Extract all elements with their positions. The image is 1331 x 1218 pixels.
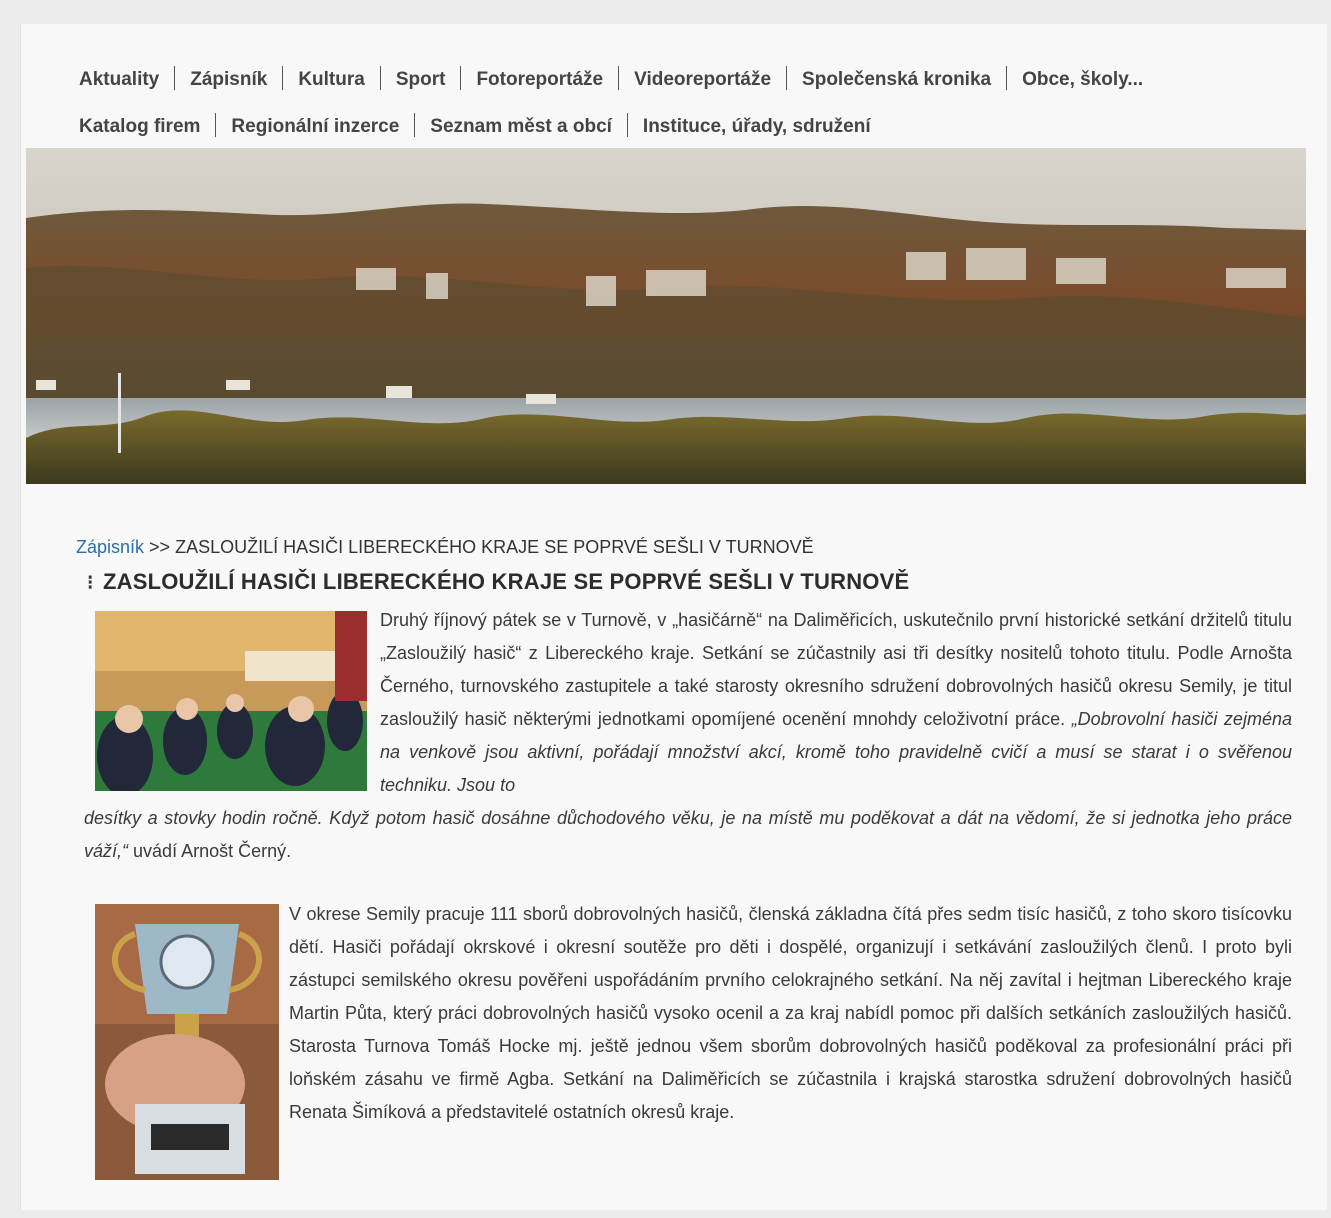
main-nav-row-2 <box>79 113 871 138</box>
nav-divider <box>1006 66 1007 90</box>
nav-fotoreportaze[interactable]: Fotoreportáže <box>476 69 604 90</box>
article-p1-text: Druhý říjnový pátek se v Turnově, v „hasičárně“ na Daliměřicích, uskutečnilo první historické setkání držitelů titulu „Zasloužilý hasič“ z Libereckého kraje. Setkání se zúčastnily asi tři desítky nositelů tohoto titulu. Podle Arnošta Černého, turnovského zastupitele a také starosty okresního sdružení dobrovolných hasičů okresu Semily, je titul zasloužilý hasič některými jednotkami opomíjené ocenění mnohdy celoživotní práce. <box>380 610 1292 729</box>
nav-spolecenska-kronika[interactable]: Společenská kronika <box>802 69 992 90</box>
title-bullet-icon: ⁝ <box>87 572 94 594</box>
article-title: ZASLOUŽILÍ HASIČI LIBERECKÉHO KRAJE SE POPRVÉ SEŠLI V TURNOVĚ <box>103 569 910 594</box>
breadcrumb <box>76 537 814 558</box>
nav-zapisnik[interactable]: Zápisník <box>190 69 268 90</box>
article-p1-quote-end: desítky a stovky hodin ročně. Když potom hasič dosáhne důchodového věku, je na místě mu poděkovat a dát na vědomí, že si jednotka jeho práce váží,“ <box>84 808 1292 861</box>
nav-instituce[interactable]: Instituce, úřady, sdružení <box>642 116 871 137</box>
article-photo-meeting <box>95 611 367 791</box>
article-paragraph-2: V okrese Semily pracuje 111 sborů dobrovolných hasičů, členská základna čítá přes sedm tisíc hasičů, z toho skoro tisícovku dětí. Hasiči pořádají okrskové i okresní soutěže pro děti i dospělé, organizují i setkávání zasloužilých členů. I proto byli zástupci semilského okresu pověřeni uspořádáním prvního celokrajného setkání. Na něj zavítal i hejtman Libereckého kraje Martin Půta, který práci dobrovolných hasičů vysoko ocenil a za kraj nabídl pomoc při dalších setkáních zasloužilých hasičů. Starosta Turnova Tomáš Hocke mj. ještě jednou všem sborům dobrovolných hasičů poděkoval za profesionální práci při loňském zásahu ve firmě Agba. Setkání na Daliměřicích se zúčastnila i krajská starostka sdružení dobrovolných hasičů Renata Šimíková a představitelé ostatních okresů kraje. <box>289 904 1292 1122</box>
breadcrumb-separator: >> <box>149 537 171 557</box>
nav-sport[interactable]: Sport <box>395 69 446 90</box>
nav-regionalni-inzerce[interactable]: Regionální inzerce <box>231 116 400 137</box>
article-p1-quote-start: „Dobrovolní hasiči zejména na venkově jsou aktivní, pořádají množství akcí, kromě toho pravidelně cvičí a musí se starat i o svěřenou techniku. Jsou to <box>380 709 1292 795</box>
nav-divider <box>380 66 381 90</box>
nav-divider <box>414 113 415 137</box>
header-banner-landscape <box>26 148 1306 484</box>
nav-videoreportaze[interactable]: Videoreportáže <box>634 69 772 90</box>
nav-obce-skoly[interactable]: Obce, školy... <box>1022 69 1144 90</box>
nav-divider <box>786 66 787 90</box>
nav-divider <box>174 66 175 90</box>
nav-divider <box>460 66 461 90</box>
nav-divider <box>627 113 628 137</box>
nav-seznam-mest[interactable]: Seznam měst a obcí <box>430 116 612 137</box>
breadcrumb-current: ZASLOUŽILÍ HASIČI LIBERECKÉHO KRAJE SE POPRVÉ SEŠLI V TURNOVĚ <box>175 537 814 557</box>
article-paragraph-1-bottom <box>84 802 1292 868</box>
nav-aktuality[interactable]: Aktuality <box>79 69 160 90</box>
nav-divider <box>618 66 619 90</box>
nav-divider <box>282 66 283 90</box>
nav-katalog-firem[interactable]: Katalog firem <box>79 116 201 137</box>
breadcrumb-link-zapisnik[interactable]: Zápisník <box>76 537 145 557</box>
article-title-wrap <box>87 569 909 595</box>
page <box>20 24 1327 1210</box>
main-nav-row-1 <box>79 66 1143 91</box>
nav-kultura[interactable]: Kultura <box>298 69 365 90</box>
article-p1-attribution: uvádí Arnošt Černý. <box>133 841 292 861</box>
article-photo-trophy <box>95 904 279 1180</box>
article-paragraph-1-top <box>380 604 1292 802</box>
nav-divider <box>215 113 216 137</box>
